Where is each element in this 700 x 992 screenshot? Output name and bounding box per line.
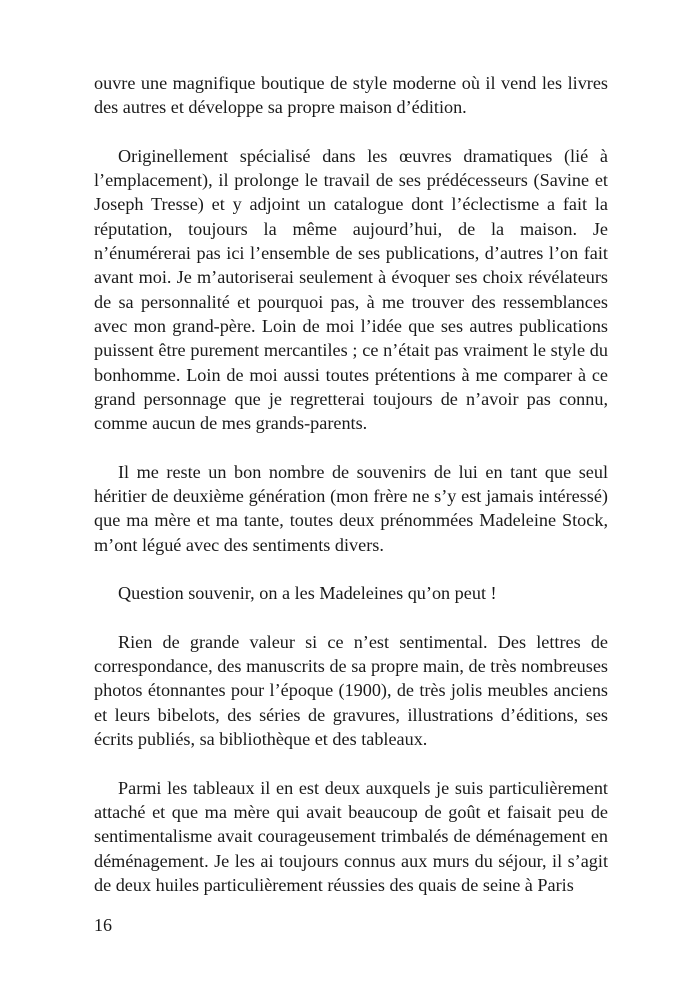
page-text (94, 71, 608, 921)
paragraph: Parmi les tableaux il en est deux auxquels je suis particulièrement attaché et que ma mère qui avait beaucoup de goût et faisait peu de sentimentalisme avait courageusement trimbalés de déménagement en déménagement. Je les ai toujours connus aux murs du séjour, il s’agit de deux huiles particulièrement réussies des quais de seine à Paris (94, 777, 608, 895)
paragraph: Question souvenir, on a les Madeleines qu’on peut ! (118, 583, 497, 604)
paragraph: Rien de grande valeur si ce n’est sentimental. Des lettres de correspondance, des manuscrits de sa propre main, de très nombreuses photos étonnantes pour l’époque (1900), de très jolis meubles anciens et leurs bibelots, des séries de gravures, illustrations d’éditions, ses écrits publiés, sa bibliothèque et des tableaux. (94, 631, 608, 750)
paragraph-continued: ouvre une magnifique boutique de style moderne où il vend les livres des autres et développe sa propre maison d’édition. (94, 73, 608, 118)
paragraph: Il me reste un bon nombre de souvenirs de lui en tant que seul héritier de deuxième génération (mon frère ne s’y est jamais intéressé) que ma mère et ma tante, toutes deux prénommées Madeleine Stock, m’ont légué avec des sentiments divers. (94, 461, 608, 555)
paragraph: Originellement spécialisé dans les œuvres dramatiques (lié à l’emplacement), il prolonge le travail de ses prédécesseurs (Savine et Joseph Tresse) et y adjoint un catalogue dont l’éclectisme a fait la réputation, toujours la même aujourd’hui, de la maison. Je n’énumérerai pas ici l’ensemble de ses publications, d’autres l’on fait avant moi. Je m’autoriserai seulement à évoquer ses choix révélateurs de sa personnalité et pourquoi pas, à me trouver des ressemblances avec mon grand-père. Loin de moi l’idée que ses autres publications puissent être purement mercantiles ; ce n’était pas vraiment le style du bonhomme. Loin de moi aussi toutes prétentions à me comparer à ce grand personnage que je regretterai toujours de n’avoir pas connu, comme aucun de mes grands-parents. (94, 145, 608, 434)
page-number: 16 (94, 915, 112, 935)
